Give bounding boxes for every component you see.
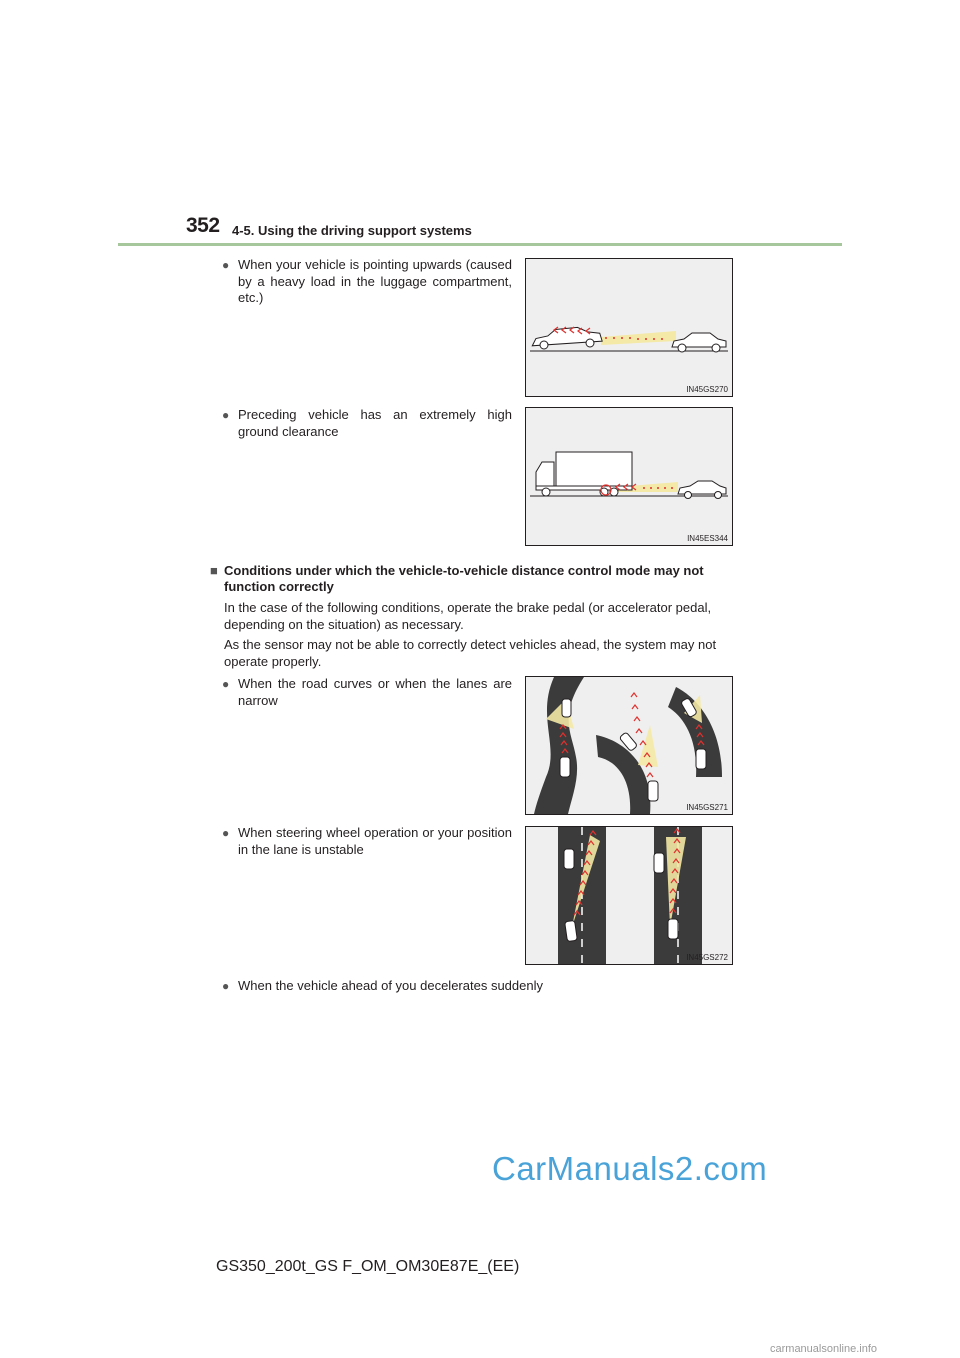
bullet-dot-icon: ● — [222, 408, 230, 422]
figure-code: IN45ES344 — [687, 534, 728, 543]
bullet-dot-icon: ● — [222, 979, 230, 993]
illustration-truck-and-car — [526, 408, 732, 545]
bullet-dot-icon: ● — [222, 258, 230, 272]
watermark-url: carmanualsonline.info — [770, 1343, 878, 1355]
section-title: 4-5. Using the driving support systems — [232, 223, 472, 238]
figure-high-ground-clearance — [525, 407, 733, 546]
figure-code: IN45GS270 — [686, 385, 728, 394]
conditions-heading-text: Conditions under which the vehicle-to-vehicle distance control mode may not function correctly — [224, 563, 704, 594]
conditions-paragraph-1: In the case of the following conditions, operate the brake pedal (or accelerator pedal, depending on the situation) as necessary. — [224, 600, 712, 632]
figure-code: IN45GS271 — [686, 803, 728, 812]
bullet-dot-icon: ● — [222, 826, 230, 840]
illustration-straight-lanes — [526, 827, 732, 964]
figure-code: IN45GS272 — [686, 953, 728, 962]
bullet-text: When steering wheel operation or your position in the lane is unstable — [238, 825, 512, 857]
bullet-text: Preceding vehicle has an extremely high ground clearance — [238, 407, 512, 439]
bullet-item — [222, 407, 512, 440]
conditions-paragraph-2: As the sensor may not be able to correctly detect vehicles ahead, the system may not operate properly. — [224, 637, 717, 669]
square-bullet-icon: ■ — [210, 563, 218, 578]
bullet-item — [222, 257, 512, 307]
figure-unstable-lane-position — [525, 826, 733, 965]
bullet-item — [222, 825, 512, 858]
illustration-curved-roads — [526, 677, 732, 814]
bullet-item — [222, 978, 758, 995]
bullet-text: When the road curves or when the lanes are narrow — [238, 676, 512, 708]
illustration-cars-tilted — [526, 259, 732, 396]
bullet-text: When your vehicle is pointing upwards (caused by a heavy load in the luggage compartment, etc.) — [238, 257, 512, 305]
figure-curved-road — [525, 676, 733, 815]
conditions-heading — [210, 563, 752, 595]
bullet-item — [222, 676, 512, 709]
page-number: 352 — [186, 214, 220, 237]
header-rule — [118, 243, 842, 246]
footer-manual-code: GS350_200t_GS F_OM_OM30E87E_(EE) — [216, 1258, 520, 1275]
figure-vehicle-pointing-upwards — [525, 258, 733, 397]
bullet-text: When the vehicle ahead of you decelerates suddenly — [238, 978, 543, 993]
watermark-logo: CarManuals2.com — [492, 1150, 768, 1187]
bullet-dot-icon: ● — [222, 677, 230, 691]
